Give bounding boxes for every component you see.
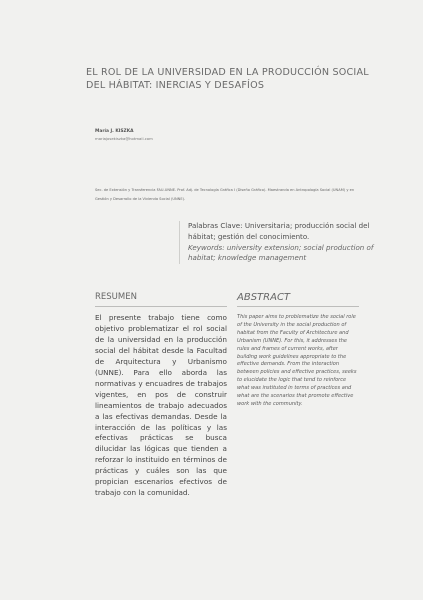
keywords-english: Keywords: university extension; social production of habitat; knowledge management: [188, 242, 374, 263]
abstract-body: This paper aims to problematize the social role of the University in the social production of habitat from the Faculty of Architecture and Urbanism (UNNE). For this, it addresses the rules and frames of current works, after building work guidelines appropriate to the effective demands. From the interaction between policies and effective practices, seeks to elucidate the logic that tend to reinforce what was instituted in terms of practices and what are the scenarios that promote effective work with the community.: [237, 314, 357, 407]
author-affiliation: Sec. de Extensión y Transferencia FAU-UNNE. Prof. Adj. de Tecnología Gráfica I (Diseño Gráfico). Maestranda en Antropología Social (UNAM) y en Gestión y Desarrollo de la Vivienda Social (UNNE).: [95, 188, 355, 201]
keywords-block: [179, 221, 388, 264]
abstract-section: [237, 292, 359, 409]
resumen-heading: RESUMEN: [95, 292, 227, 307]
author-name: María J. KISZKA: [95, 129, 134, 134]
abstract-heading: ABSTRACT: [237, 292, 359, 307]
resumen-body: El presente trabajo tiene como objetivo problematizar el rol social de la universidad en la producción social del hábitat desde la Facultad de Arquitectura y Urbanismo (UNNE). Para ello aborda las normativas y encuadres de trabajos vigentes, en pos de construir lineamientos de trabajo adecuados a las efectivas demandas. Desde la interacción de las políticas y las efectivas prácticas se busca dilucidar las lógicas que tienden a reforzar lo instituido en términos de prácticas y cuáles son las que propician escenarios efectivos de trabajo con la comunidad.: [95, 313, 227, 498]
resumen-section: [95, 292, 227, 499]
article-title: EL ROL DE LA UNIVERSIDAD EN LA PRODUCCIÓN SOCIAL DEL HÁBITAT: INERCIAS Y DESAFÍOS: [86, 67, 369, 92]
keywords-spanish: Palabras Clave: Universitaria; producción social del hábitat; gestión del conocimiento.: [188, 221, 370, 241]
author-email: mariajosekiszka@hotmail.com: [95, 136, 153, 141]
